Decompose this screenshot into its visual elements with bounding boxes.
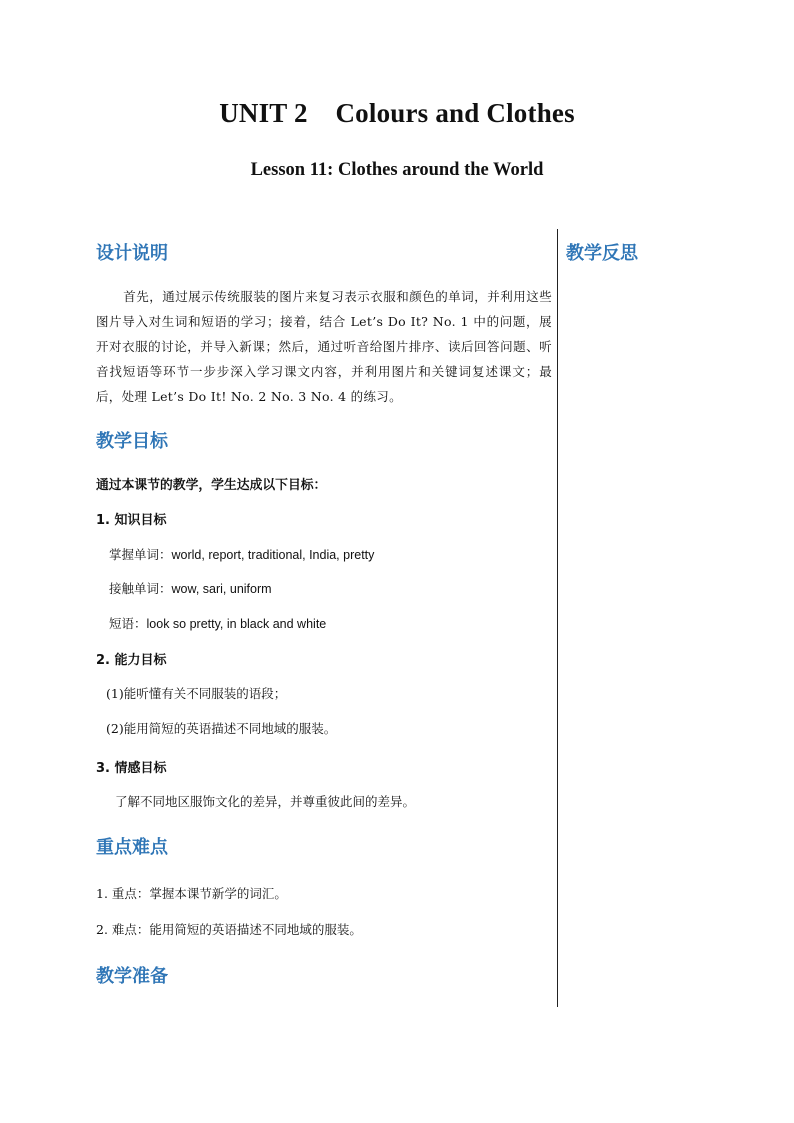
- design-paragraph-text: 首先，通过展示传统服装的图片来复习表示衣服和颜色的单词，并利用这些图片导入对生词和短语的学习；接着，结合 Let’s Do It? No. 1 中的问题，展开对衣服的讨论，并导入新课；然后，通过听音给图片排序、读后回答问题、听音找短语等环节一步步深入学习课文内容，并利用图片和关键词复述课文；最后，处理 Let’s Do It! No. 2 No. 3 No. 4 的练习。: [96, 289, 552, 404]
- column-divider: [557, 229, 558, 1007]
- phrases: look so pretty, in black and white: [146, 617, 327, 631]
- objectives-intro: 通过本课节的教学，学生达成以下目标：: [96, 478, 327, 493]
- lesson-title: Lesson 11: Clothes around the World: [250, 160, 544, 180]
- ability-item-2: (2)能用简短的英语描述不同地域的服装。: [106, 721, 337, 736]
- contact-words-label: 接触单词：: [109, 581, 172, 596]
- preparation-heading: 教学准备: [96, 966, 168, 987]
- knowledge-title: 1. 知识目标: [96, 513, 167, 528]
- phrases-line: [109, 614, 326, 632]
- phrases-label: 短语：: [109, 616, 147, 631]
- design-paragraph: [96, 284, 552, 409]
- reflection-heading: 教学反思: [566, 243, 638, 264]
- unit-title: UNIT 2 Colours and Clothes: [219, 98, 575, 128]
- master-words-label: 掌握单词：: [109, 547, 172, 562]
- contact-words: wow, sari, uniform: [171, 582, 272, 596]
- emotion-title: 3. 情感目标: [96, 761, 167, 776]
- objectives-heading: 教学目标: [96, 431, 168, 452]
- contact-words-line: [109, 579, 272, 597]
- key-point-1: 1. 重点：掌握本课节新学的词汇。: [96, 886, 287, 901]
- master-words: world, report, traditional, India, pretty: [171, 548, 375, 562]
- ability-item-1: (1)能听懂有关不同服装的语段；: [106, 686, 287, 701]
- key-points-heading: 重点难点: [96, 837, 168, 858]
- design-heading: 设计说明: [96, 243, 168, 264]
- ability-title: 2. 能力目标: [96, 653, 167, 668]
- emotion-text: 了解不同地区服饰文化的差异，并尊重彼此间的差异。: [115, 794, 416, 809]
- master-words-line: [109, 545, 374, 563]
- key-point-2: 2. 难点：能用简短的英语描述不同地域的服装。: [96, 922, 362, 937]
